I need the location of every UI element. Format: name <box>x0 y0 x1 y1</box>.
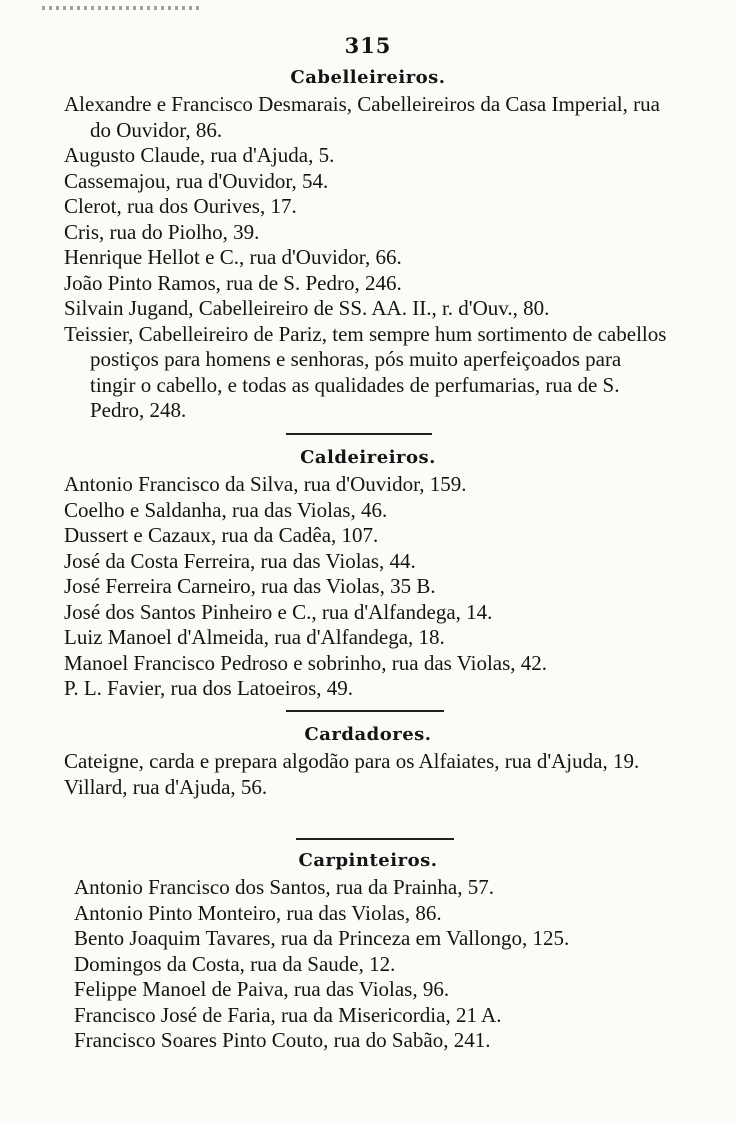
list-item: Teissier, Cabelleireiro de Pariz, tem sempre hum sortimento de cabellos postiços para homens e senhoras, pós muito aperfeiçoados para tingir o cabello, e todas as qualidades de perfumarias, rua de S. Pedro, 248. <box>64 321 667 422</box>
section-carpinteiros <box>0 847 736 1054</box>
page-number: 315 <box>344 33 392 58</box>
list-item: João Pinto Ramos, rua de S. Pedro, 246. <box>64 270 402 295</box>
list-item: Domingos da Costa, rua da Saude, 12. <box>74 951 396 976</box>
section-caldeireiros <box>0 444 736 702</box>
list-item: Luiz Manoel d'Almeida, rua d'Alfandega, 18. <box>64 625 445 649</box>
list-item: Antonio Francisco da Silva, rua d'Ouvidor, 159. <box>64 472 467 496</box>
list-item: Cassemajou, rua d'Ouvidor, 54. <box>64 168 329 193</box>
list-item: Coelho e Saldanha, rua das Violas, 46. <box>64 497 388 522</box>
section-divider <box>286 710 444 712</box>
list-item: Antonio Francisco dos Santos, rua da Prainha, 57. <box>74 875 494 899</box>
section-cabelleireiros <box>0 64 736 424</box>
section-title: Cabelleireiros. <box>290 67 446 88</box>
list-item: Francisco Soares Pinto Couto, rua do Sabão, 241. <box>74 1028 491 1052</box>
list-item: Henrique Hellot e C., rua d'Ouvidor, 66. <box>64 245 402 269</box>
list-item: Augusto Claude, rua d'Ajuda, 5. <box>64 143 335 167</box>
entry-list <box>64 749 668 800</box>
list-item: Cris, rua do Piolho, 39. <box>64 219 260 244</box>
section-title: Cardadores. <box>304 724 432 745</box>
list-item: Bento Joaquim Tavares, rua da Princeza em Vallongo, 125. <box>74 926 570 950</box>
list-item: Francisco José de Faria, rua da Misericordia, 21 A. <box>74 1002 502 1027</box>
list-item: José dos Santos Pinheiro e C., rua d'Alfandega, 14. <box>64 599 493 624</box>
section-divider <box>286 433 432 435</box>
list-item: P. L. Favier, rua dos Latoeiros, 49. <box>64 676 354 700</box>
entry-list <box>74 875 674 1054</box>
list-item: Clerot, rua dos Ourives, 17. <box>64 194 297 218</box>
list-item: José da Costa Ferreira, rua das Violas, 44. <box>64 548 416 573</box>
section-cardadores <box>0 721 736 800</box>
section-divider <box>296 838 454 840</box>
list-item: Villard, rua d'Ajuda, 56. <box>64 774 268 799</box>
entry-list <box>64 472 668 702</box>
list-item: Alexandre e Francisco Desmarais, Cabelleireiros da Casa Imperial, rua do Ouvidor, 86. <box>64 92 660 142</box>
list-item: Cateigne, carda e prepara algodão para os Alfaiates, rua d'Ajuda, 19. <box>64 749 640 773</box>
entry-list <box>64 92 668 424</box>
ink-smudge <box>42 6 202 10</box>
list-item: Silvain Jugand, Cabelleireiro de SS. AA. II., r. d'Ouv., 80. <box>64 296 550 320</box>
section-title: Caldeireiros. <box>300 447 436 468</box>
list-item: Dussert e Cazaux, rua da Cadêa, 107. <box>64 523 379 547</box>
list-item: José Ferreira Carneiro, rua das Violas, 35 B. <box>64 574 436 598</box>
list-item: Antonio Pinto Monteiro, rua das Violas, 86. <box>74 900 442 925</box>
list-item: Felippe Manoel de Paiva, rua das Violas, 96. <box>74 977 450 1001</box>
section-title: Carpinteiros. <box>298 850 438 871</box>
list-item: Manoel Francisco Pedroso e sobrinho, rua das Violas, 42. <box>64 650 548 675</box>
